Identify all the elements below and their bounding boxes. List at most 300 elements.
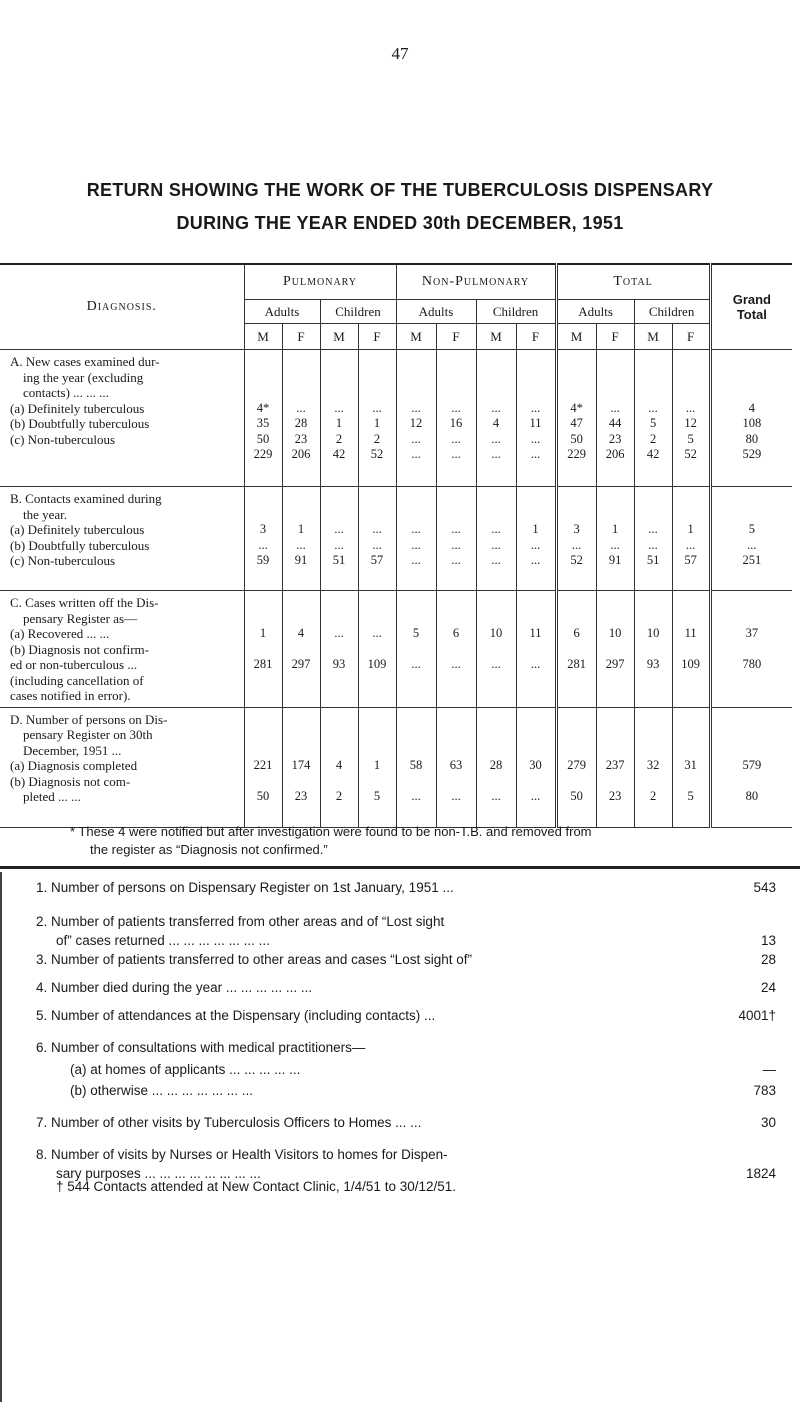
cell-value: [439, 370, 474, 386]
table-cell: [244, 707, 282, 827]
table-cell: [396, 350, 436, 487]
table-cell: [476, 591, 516, 708]
row-label-line: (b) Doubtfully tuberculous: [10, 537, 150, 553]
list-item-text: † 544 Contacts attended at New Contact Clinic, 1/4/51 to 30/12/51.: [56, 1179, 457, 1194]
cell-value: 52: [570, 553, 583, 567]
cell-value: 50: [256, 431, 270, 446]
cell-value: [285, 611, 318, 627]
cell-value: ...: [530, 553, 541, 567]
cell-value: 59: [256, 553, 270, 567]
cell-value: [519, 712, 553, 728]
cell-value: [323, 370, 356, 386]
cell-value: 52: [684, 447, 697, 461]
col-m: M: [244, 324, 282, 350]
list-item-value: 4001†: [738, 1008, 776, 1023]
cell-value: [439, 385, 474, 401]
table-body: [0, 350, 792, 828]
table-cell: [436, 707, 476, 827]
cell-value: [637, 774, 670, 790]
row-label: [0, 487, 244, 591]
cell-value: [714, 727, 791, 743]
cell-value: [519, 774, 553, 790]
cell-value: [560, 727, 594, 743]
cell-value: [323, 507, 356, 523]
cell-value: ...: [491, 522, 501, 536]
cell-value: ...: [571, 537, 582, 552]
cell-value: [637, 611, 670, 627]
cell-value: 10: [646, 626, 660, 640]
table-cell: [596, 591, 634, 708]
cell-value: 4*: [256, 400, 270, 415]
col-m: M: [476, 324, 516, 350]
cell-value: 5: [649, 416, 657, 430]
cell-value: [599, 385, 632, 401]
cell-value: [285, 595, 318, 611]
cell-value: [560, 491, 594, 507]
list-item-text: sary purposes ... ... ... ... ... ... ... ...: [56, 1166, 261, 1181]
table-cell: [710, 487, 792, 591]
table-cell: [672, 707, 710, 827]
cell-value: [675, 354, 707, 370]
cell-value: 1: [297, 522, 305, 536]
cell-value: [599, 507, 632, 523]
row-label-line: (b) Diagnosis not confirm-: [10, 641, 150, 657]
cell-value: [361, 507, 394, 523]
table-cell: [556, 487, 596, 591]
cell-value: [675, 507, 707, 523]
cell-value: [637, 712, 670, 728]
cell-value: 297: [605, 657, 625, 671]
cell-value: 51: [332, 553, 346, 567]
cell-value: 1: [373, 416, 381, 430]
table-cell: [358, 487, 396, 591]
page-number: 47: [391, 44, 409, 63]
cell-value: [439, 642, 474, 658]
table-row: [0, 487, 792, 591]
table-cell: [320, 707, 358, 827]
table-cell: [556, 707, 596, 827]
cell-value: ...: [372, 522, 382, 536]
total-children-header: Children: [634, 300, 710, 324]
cell-value: [599, 370, 632, 386]
cell-value: 229: [253, 447, 273, 461]
cell-value: ...: [685, 537, 696, 552]
cell-value: ...: [411, 789, 421, 803]
cell-value: 32: [646, 758, 660, 772]
cell-value: [439, 743, 474, 759]
cell-value: 2: [649, 431, 657, 446]
cell-value: [675, 595, 707, 611]
table-cell: [476, 707, 516, 827]
cell-value: [675, 743, 707, 759]
cell-value: [399, 370, 434, 386]
left-margin-rule: [0, 872, 2, 1402]
row-label-line: ed or non-tuberculous ...: [10, 657, 138, 672]
cell-value: ...: [334, 400, 344, 415]
table-cell: [710, 350, 792, 487]
table-cell: [634, 707, 672, 827]
cell-value: [361, 370, 394, 386]
cell-value: [714, 743, 791, 759]
cell-value: [361, 774, 394, 790]
cell-value: [361, 743, 394, 759]
cell-value: [247, 595, 280, 611]
cell-value: [361, 491, 394, 507]
cell-value: 10: [489, 626, 503, 640]
col-f: F: [358, 324, 396, 350]
cell-value: [285, 385, 318, 401]
list-item-text: 2. Number of patients transferred from other areas and of “Lost sight: [36, 914, 445, 929]
cell-value: ...: [648, 400, 658, 415]
cell-value: [714, 491, 791, 507]
table-cell: [596, 350, 634, 487]
cell-value: [479, 491, 514, 507]
cell-value: 5: [748, 522, 755, 536]
row-label-line: pensary Register as—: [23, 610, 138, 626]
cell-value: [285, 370, 318, 386]
table-cell: [516, 707, 556, 827]
cell-value: 91: [294, 553, 308, 567]
table-cell: [282, 350, 320, 487]
table-cell: [244, 591, 282, 708]
list-item-value: 28: [760, 952, 776, 967]
cell-value: [599, 642, 632, 658]
cell-value: 297: [291, 657, 311, 671]
cell-value: [285, 354, 318, 370]
table-cell: [516, 591, 556, 708]
row-label-line: (a) Diagnosis completed: [10, 758, 138, 773]
cell-value: 5: [687, 431, 694, 446]
cell-value: [479, 611, 514, 627]
cell-value: [361, 354, 394, 370]
row-label-line: (including cancellation of: [10, 672, 144, 688]
row-label-line: (a) Definitely tuberculous: [10, 522, 145, 537]
cell-value: 5: [412, 626, 420, 640]
cell-value: [399, 774, 434, 790]
cell-value: [323, 595, 356, 611]
cell-value: [637, 507, 670, 523]
table-cell: [282, 591, 320, 708]
cell-value: [519, 491, 553, 507]
cell-value: 237: [605, 758, 625, 772]
cell-value: [637, 595, 670, 611]
cell-value: 4: [335, 758, 343, 772]
cell-value: ...: [451, 447, 461, 461]
cell-value: 23: [294, 789, 308, 803]
row-label-line: (b) Diagnosis not com-: [10, 773, 131, 789]
cell-value: ...: [411, 657, 421, 671]
cell-value: [637, 370, 670, 386]
cell-value: [675, 712, 707, 728]
cell-value: [247, 727, 280, 743]
cell-value: [479, 743, 514, 759]
cell-value: 4: [748, 400, 755, 415]
cell-value: 4: [297, 626, 305, 640]
cell-value: ...: [411, 400, 421, 415]
col-f: F: [282, 324, 320, 350]
cell-value: [247, 774, 280, 790]
list-item-value: 24: [760, 980, 776, 995]
cell-value: ...: [451, 431, 461, 446]
cell-value: [675, 370, 707, 386]
row-label-line: contacts) ... ... ...: [23, 385, 109, 400]
table-cell: [710, 591, 792, 708]
cell-value: [519, 727, 553, 743]
cell-value: ...: [610, 400, 620, 415]
cell-value: 23: [608, 431, 622, 446]
cell-value: [361, 727, 394, 743]
cell-value: 2: [335, 789, 343, 803]
cell-value: [675, 491, 707, 507]
cell-value: 30: [529, 758, 542, 772]
cell-value: [399, 611, 434, 627]
cell-value: 1: [532, 522, 539, 536]
table-cell: [556, 350, 596, 487]
list-item-text: 7. Number of other visits by Tuberculosis Officers to Homes ... ...: [36, 1115, 422, 1130]
cell-value: [285, 712, 318, 728]
cell-value: [399, 385, 434, 401]
cell-value: 1: [611, 522, 619, 536]
table-cell: [672, 350, 710, 487]
cell-value: [637, 385, 670, 401]
cell-value: [323, 491, 356, 507]
cell-value: [519, 642, 553, 658]
table-cell: [516, 350, 556, 487]
cell-value: [519, 743, 553, 759]
cell-value: ...: [451, 400, 461, 415]
col-f: F: [516, 324, 556, 350]
row-label: [0, 350, 244, 487]
footnote-line: the register as “Diagnosis not confirmed.”: [90, 842, 328, 857]
cell-value: 80: [745, 431, 759, 446]
cell-value: [560, 642, 594, 658]
cell-value: [285, 491, 318, 507]
row-label-line: December, 1951 ...: [23, 742, 122, 758]
cell-value: 12: [409, 416, 423, 430]
cell-value: 28: [489, 758, 503, 772]
total-header: Total: [556, 264, 710, 300]
cell-value: [247, 611, 280, 627]
cell-value: [637, 354, 670, 370]
cell-value: [479, 507, 514, 523]
row-label-line: C. Cases written off the Dis-: [10, 595, 159, 610]
cell-value: [479, 712, 514, 728]
list-item-value: 543: [753, 880, 776, 895]
cell-value: 206: [605, 447, 625, 461]
table-cell: [244, 350, 282, 487]
cell-value: ...: [451, 657, 461, 671]
row-label: [0, 591, 244, 708]
cell-value: [285, 727, 318, 743]
table-footnote: [70, 823, 790, 859]
cell-value: 47: [570, 416, 583, 430]
cell-value: [361, 611, 394, 627]
cell-value: [285, 642, 318, 658]
cell-value: [247, 354, 280, 370]
section-divider: [0, 866, 800, 869]
cell-value: [439, 712, 474, 728]
table-cell: [320, 487, 358, 591]
cell-value: [675, 611, 707, 627]
table-cell: [596, 487, 634, 591]
table-cell: [358, 707, 396, 827]
cell-value: 4*: [570, 400, 583, 415]
cell-value: 11: [529, 416, 542, 430]
cell-value: 93: [646, 657, 660, 671]
cell-value: [323, 743, 356, 759]
table-cell: [634, 591, 672, 708]
cell-value: [361, 595, 394, 611]
row-label: [0, 707, 244, 827]
cell-value: ...: [372, 537, 382, 552]
cell-value: 2: [373, 431, 381, 446]
cell-value: 80: [745, 789, 759, 803]
cell-value: ...: [648, 537, 658, 552]
cell-value: 281: [253, 657, 273, 671]
cell-value: 251: [742, 553, 762, 567]
grand-total-header: Grand Total: [710, 264, 792, 350]
cell-value: [399, 507, 434, 523]
cell-value: [675, 727, 707, 743]
table-cell: [396, 487, 436, 591]
list-item-value: 30: [760, 1115, 776, 1130]
table-cell: [634, 487, 672, 591]
cell-value: 51: [646, 553, 660, 567]
cell-value: 63: [449, 758, 463, 772]
cell-value: [323, 712, 356, 728]
list-item-text: (b) otherwise ... ... ... ... ... ... ...: [70, 1083, 254, 1098]
cell-value: ...: [685, 400, 696, 415]
cell-value: [519, 595, 553, 611]
cell-value: [439, 727, 474, 743]
cell-value: 11: [529, 626, 542, 640]
cell-value: ...: [372, 626, 382, 640]
cell-value: [399, 354, 434, 370]
cell-value: 780: [742, 657, 762, 671]
cell-value: [599, 743, 632, 759]
cell-value: [285, 507, 318, 523]
cell-value: [599, 712, 632, 728]
cell-value: 57: [684, 553, 697, 567]
cell-value: 229: [567, 447, 586, 461]
cell-value: [247, 642, 280, 658]
cell-value: [323, 611, 356, 627]
cell-value: ...: [296, 400, 306, 415]
cell-value: ...: [648, 522, 658, 536]
cell-value: [323, 385, 356, 401]
cell-value: ...: [258, 537, 268, 552]
cell-value: 50: [570, 431, 583, 446]
cell-value: ...: [530, 537, 541, 552]
list-item-value: —: [762, 1062, 776, 1077]
cell-value: [599, 354, 632, 370]
cell-value: ...: [296, 537, 306, 552]
pulmonary-header: Pulmonary: [244, 264, 396, 300]
cell-value: [560, 774, 594, 790]
cell-value: 11: [684, 626, 697, 640]
cell-value: 50: [570, 789, 583, 803]
cell-value: [714, 642, 791, 658]
cell-value: [560, 712, 594, 728]
col-m: M: [634, 324, 672, 350]
table-cell: [596, 707, 634, 827]
list-item-text: 4. Number died during the year ... ... ... ... ... ...: [36, 980, 313, 995]
cell-value: [323, 642, 356, 658]
list-item-text: 3. Number of patients transferred to other areas and cases “Lost sight of”: [36, 952, 472, 967]
table-row: [0, 707, 792, 827]
col-f: F: [672, 324, 710, 350]
cell-value: [675, 774, 707, 790]
list-item-value: 13: [760, 933, 776, 948]
cell-value: [439, 595, 474, 611]
cell-value: ...: [451, 789, 461, 803]
report-subtitle: DURING THE YEAR ENDED 30th DECEMBER, 1951: [176, 213, 624, 233]
cell-value: ...: [411, 431, 421, 446]
cell-value: ...: [334, 537, 344, 552]
row-label-line: (a) Recovered ... ...: [10, 626, 110, 641]
non-pulmonary-adults-header: Adults: [396, 300, 476, 324]
cell-value: 16: [449, 416, 463, 430]
cell-value: ...: [747, 537, 757, 552]
cell-value: [675, 385, 707, 401]
list-item-value: 783: [753, 1083, 776, 1098]
cell-value: [247, 507, 280, 523]
cell-value: [399, 595, 434, 611]
cell-value: [247, 385, 280, 401]
table-cell: [320, 591, 358, 708]
cell-value: 5: [373, 789, 381, 803]
cell-value: [361, 642, 394, 658]
row-label-line: (c) Non-tuberculous: [10, 431, 116, 447]
cell-value: ...: [451, 522, 461, 536]
cell-value: 1: [687, 522, 694, 536]
cell-value: [439, 507, 474, 523]
cell-value: [285, 743, 318, 759]
row-label-line: D. Number of persons on Dis-: [10, 711, 168, 727]
cell-value: [714, 611, 791, 627]
cell-value: ...: [411, 447, 421, 461]
cell-value: ...: [491, 553, 501, 567]
cell-value: [479, 727, 514, 743]
cell-value: [599, 727, 632, 743]
cell-value: [479, 354, 514, 370]
total-adults-header: Adults: [556, 300, 634, 324]
cell-value: ...: [451, 537, 461, 552]
cell-value: [519, 611, 553, 627]
cell-value: [247, 491, 280, 507]
cell-value: [637, 642, 670, 658]
cell-value: [323, 354, 356, 370]
cell-value: ...: [411, 522, 421, 536]
cell-value: 5: [687, 789, 694, 803]
table-cell: [244, 487, 282, 591]
cell-value: [599, 774, 632, 790]
cell-value: 35: [256, 416, 270, 430]
cell-value: ...: [491, 789, 501, 803]
cell-value: [560, 370, 594, 386]
cell-value: 3: [259, 522, 267, 536]
table-cell: [710, 707, 792, 827]
table-cell: [634, 350, 672, 487]
cell-value: 52: [370, 447, 384, 461]
cell-value: [399, 491, 434, 507]
cell-value: 23: [608, 789, 622, 803]
cell-value: [479, 642, 514, 658]
cell-value: ...: [334, 522, 344, 536]
table-cell: [672, 591, 710, 708]
table-cell: [436, 487, 476, 591]
col-f: F: [436, 324, 476, 350]
